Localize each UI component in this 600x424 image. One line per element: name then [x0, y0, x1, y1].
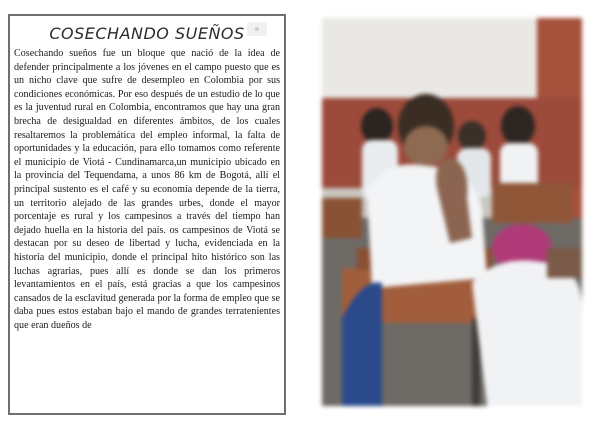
classroom-photo — [322, 18, 582, 406]
flag-icon — [247, 22, 267, 36]
article-panel — [8, 14, 286, 415]
article-body: Cosechando sueños fue un bloque que nació de la idea de defender principalmente a los jóvenes en el campo puesto que es un nicho clave que sufre de desempleo en Colombia por sus condiciones económicas. Por eso después de un estudio de lo que es la juventud rural en Colombia, encontramos que hay una gran brecha de desigualdad en diferentes ámbitos, de los cuales resaltaremos la problemática del empleo informal, la falta de oportunidades y la educación, para ello tomamos como referente el municipio de Viotá - Cundinamarca,un municipio ubicado en la provincia del Tequendama, a unos 86 km de Bogotá, allí el principal sustento es el café y su economía depende de la tierra, un territorio alejado de las grandes urbes, donde el mayor porcentaje es rural y los campesinos a través del tiempo han dejado huella en la historia del país. os campesinos de Viotá se destacan por su deseo de libertad y lucha, evidenciada en la historia del municipio, donde el principal hito histórico son las luchas agrarias, pues allí es donde se dan los primeros levantamientos en el país, está gracias a que los campesinos cansados de la esclavitud generada por la forma de empleo que se daba pues estos estaban bajo el mando de grandes terratenientes que eran dueños de — [14, 48, 280, 331]
article-title: COSECHANDO SUEÑOS — [49, 24, 245, 43]
